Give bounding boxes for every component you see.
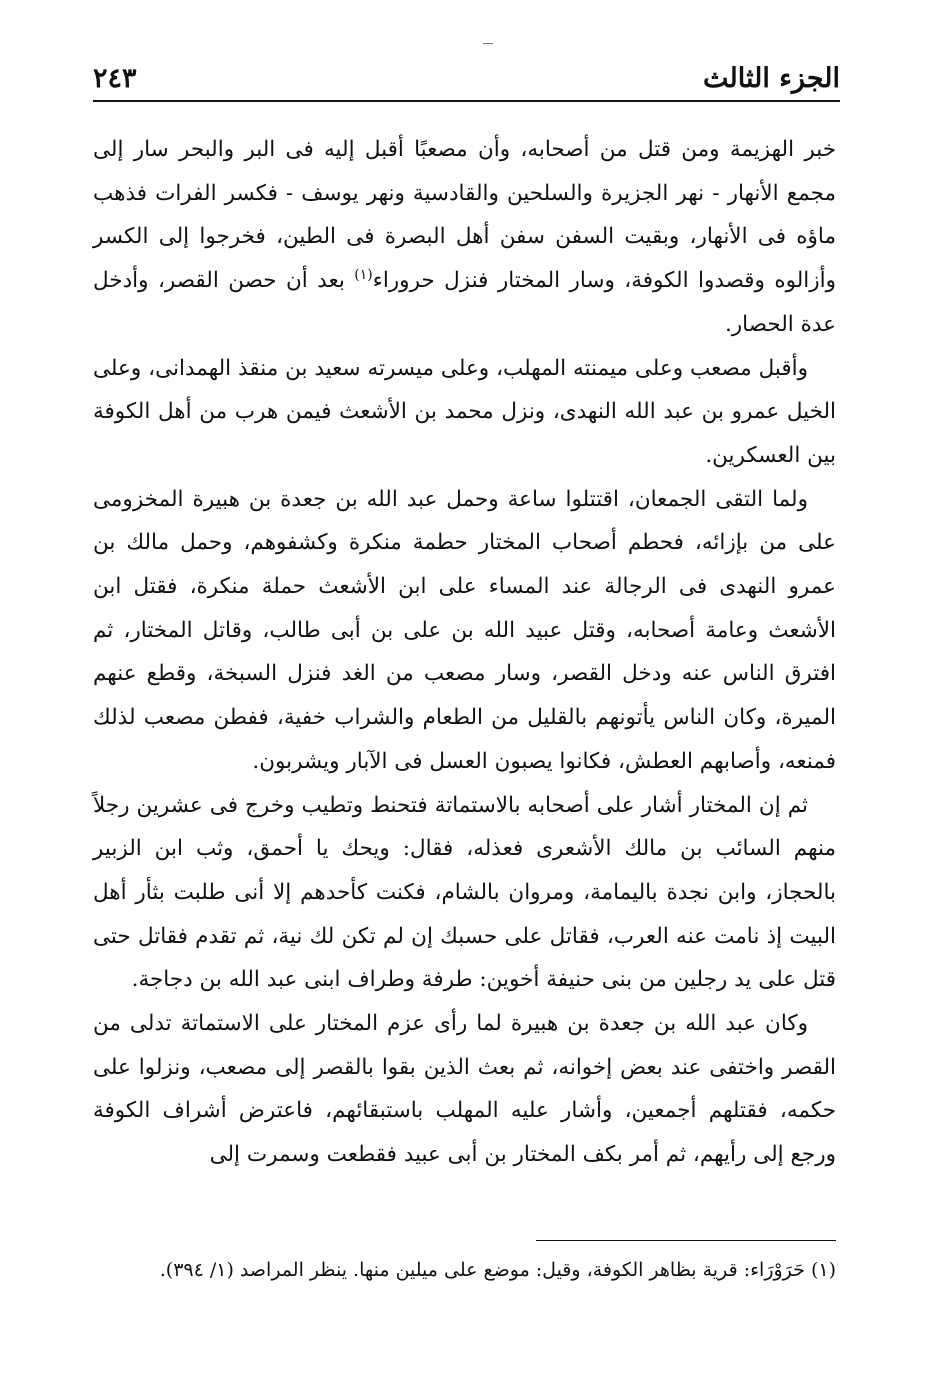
paragraph-1 xyxy=(93,128,836,347)
paragraph-2: وأقبل مصعب وعلى ميمنته المهلب، وعلى ميسرته سعيد بن منقذ الهمدانى، وعلى الخيل عمرو بن عبد الله النهدى، ونزل محمد بن الأشعث فيمن هرب من أهل الكوفة بين العسكرين. xyxy=(93,355,836,468)
top-mark xyxy=(483,43,493,44)
running-title: الجزء الثالث xyxy=(703,63,840,94)
paragraph-1-text: خبر الهزيمة ومن قتل من أصحابه، وأن مصعبًا أقبل إليه فى البر والبحر سار إلى مجمع الأنهار - نهر الجزيرة والسلحين والقادسية ونهر يوسف - فكسر الفرات فذهب ماؤه فى الأنهار، وبقيت السفن سفن أهل البصرة فى الطين، فخرجوا إلى الكسر وأزالوه وقصدوا الكوفة، وسار المختار فنزل حروراء xyxy=(93,137,837,294)
page-header xyxy=(93,60,840,102)
main-text xyxy=(93,128,836,1177)
footnote: (١) حَرَوْرَاء: قرية بظاهر الكوفة، وقيل: موضع على ميلين منها. ينظر المراصد (١/ ٣٩٤). xyxy=(159,1259,836,1281)
footnote-divider xyxy=(536,1240,836,1241)
paragraph-3: ولما التقى الجمعان، اقتتلوا ساعة وحمل عبد الله بن جعدة بن هبيرة المخزومى على من بإزائه، فحطم أصحاب المختار حطمة منكرة وكشفوهم، وحمل مالك بن عمرو النهدى فى الرجالة عند المساء على ابن الأشعث حملة منكرة، فقتل ابن الأشعث وعامة أصحابه، وقتل عبيد الله بن على بن أبى طالب، وقاتل المختار، ثم افترق الناس عنه ودخل القصر، وسار مصعب من الغد فنزل السبخة، وقطع عنهم الميرة، وكان الناس يأتونهم بالقليل من الطعام والشراب خفية، ففطن مصعب لذلك فمنعه، وأصابهم العطش، فكانوا يصبون العسل فى الآبار ويشربون. xyxy=(93,486,836,774)
paragraph-5: وكان عبد الله بن جعدة بن هبيرة لما رأى عزم المختار على الاستماتة تدلى من القصر واختفى عند بعض إخوانه، ثم بعث الذين بقوا بالقصر إلى مصعب، ونزلوا على حكمه، فقتلهم أجمعين، وأشار عليه المهلب باستبقائهم، فاعترض أشراف الكوفة ورجع إلى رأيهم، ثم أمر بكف المختار بن أبى عبيد فقطعت وسمرت إلى xyxy=(93,1011,836,1168)
paragraph-4: ثم إن المختار أشار على أصحابه بالاستماتة فتحنط وتطيب وخرج فى عشرين رجلاً منهم السائب بن مالك الأشعرى فعذله، فقال: ويحك يا أحمق، وثب ابن الزبير بالحجاز، وابن نجدة باليمامة، ومروان بالشام، فكنت كأحدهم إلا أنى طلبت بثأر أهل البيت إذ نامت عنه العرب، فقاتل على حسبك إن لم تكن لك نية، ثم تقدم فقاتل حتى قتل على يد رجلين من بنى حنيفة أخوين: طرفة وطراف ابنى عبد الله بن دجاجة. xyxy=(93,792,836,993)
page-number: ٢٤٣ xyxy=(93,63,137,94)
paragraph-1-text-after: بعد أن حصن القصر، وأدخل عدة الحصار. xyxy=(93,268,836,337)
footnote-reference: (١) xyxy=(354,266,373,283)
